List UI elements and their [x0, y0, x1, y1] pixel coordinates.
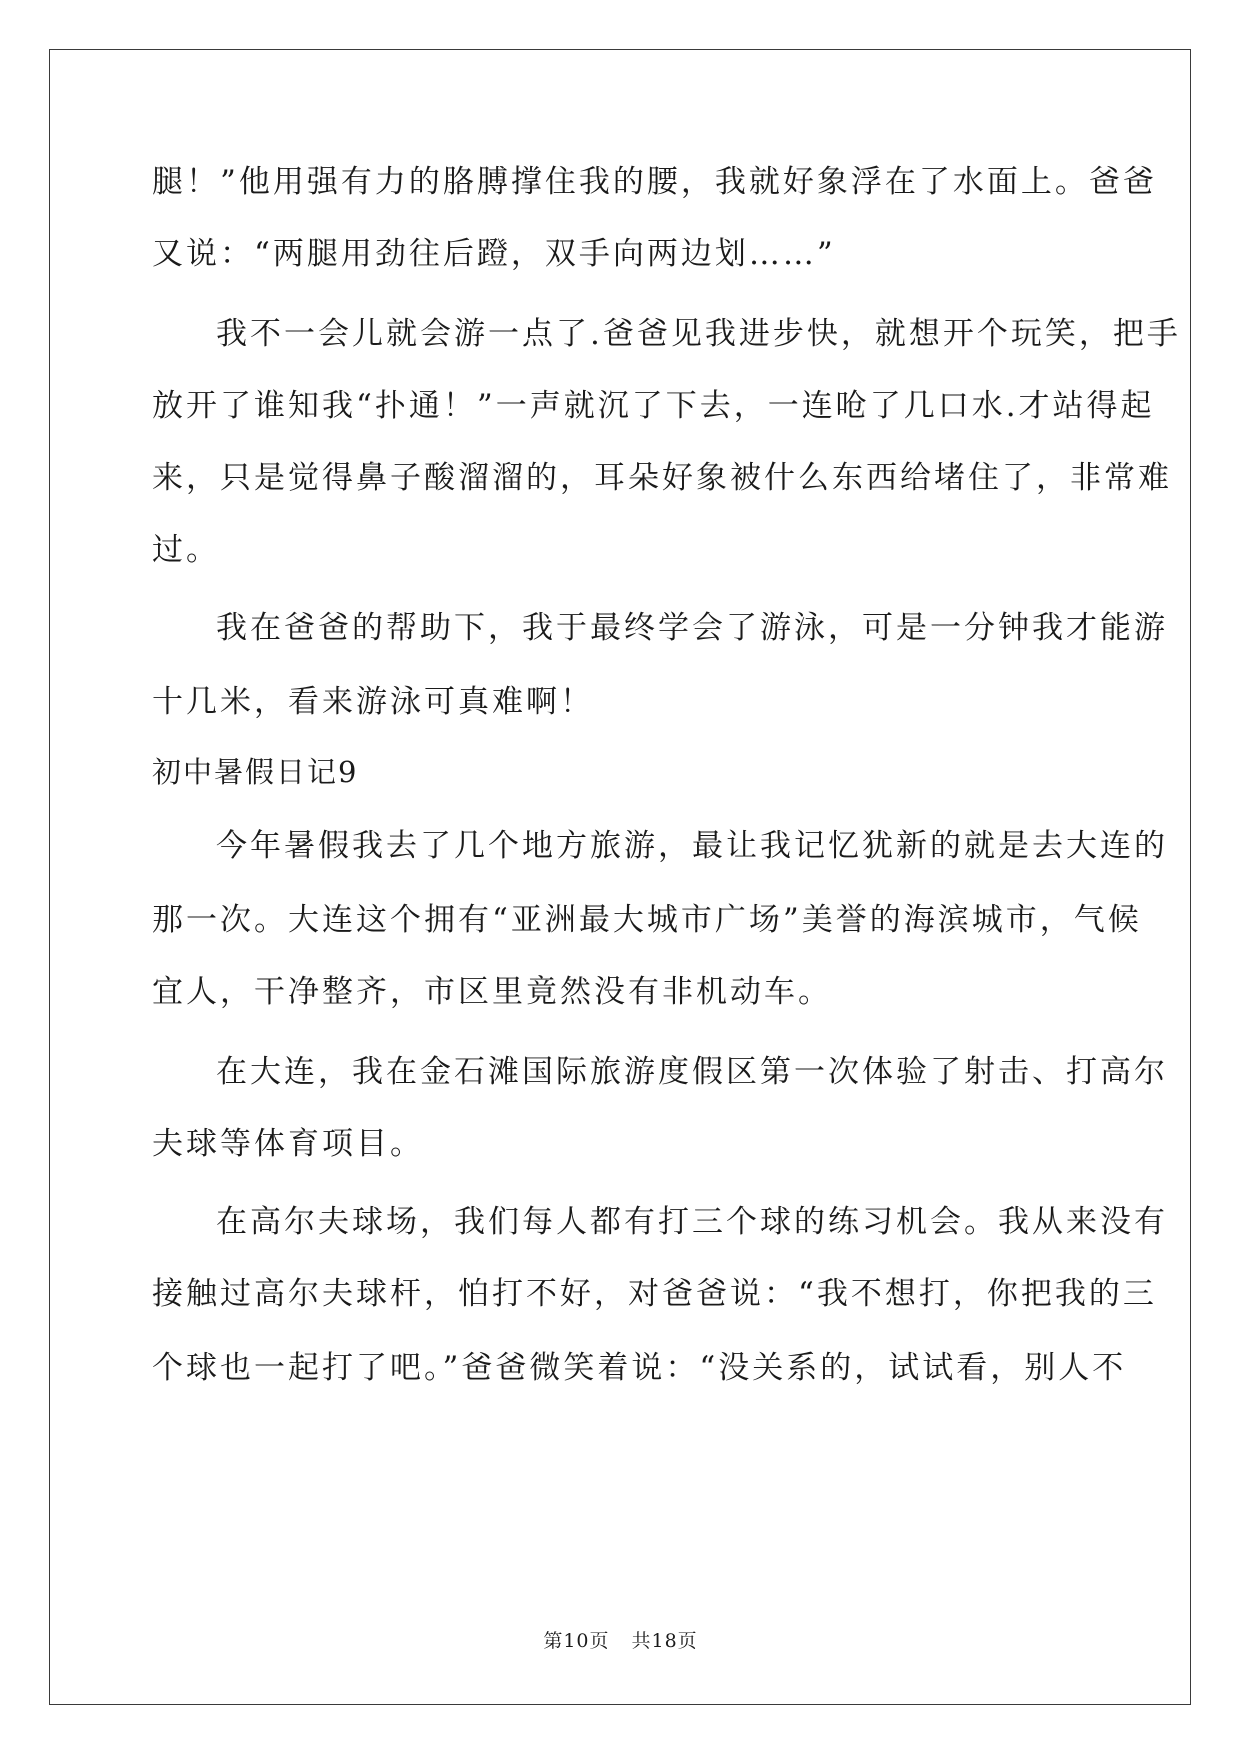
text-line: 十几米，看来游泳可真难啊！	[152, 684, 594, 720]
text-line: 接触过高尔夫球杆，怕打不好，对爸爸说：“我不想打，你把我的三	[152, 1276, 1157, 1312]
paragraph-first-line: 我在爸爸的帮助下，我于最终学会了游泳，可是一分钟我才能游	[216, 610, 1168, 646]
text-line: 又说：“两腿用劲往后蹬，双手向两边划……”	[152, 236, 836, 272]
text-line: 宜人，干净整齐，市区里竟然没有非机动车。	[152, 974, 832, 1010]
page-total: 共18页	[631, 1630, 698, 1652]
paragraph-first-line: 我不一会儿就会游一点了.爸爸见我进步快，就想开个玩笑，把手	[216, 316, 1181, 352]
page-number: 第10页	[543, 1630, 610, 1652]
section-heading: 初中暑假日记9	[152, 755, 359, 789]
page-footer	[0, 1626, 1241, 1653]
text-line: 放开了谁知我“扑通！”一声就沉了下去，一连呛了几口水.才站得起	[152, 388, 1155, 424]
paragraph-first-line: 在高尔夫球场，我们每人都有打三个球的练习机会。我从来没有	[216, 1204, 1168, 1240]
text-line: 那一次。大连这个拥有“亚洲最大城市广场”美誉的海滨城市，气候	[152, 902, 1142, 938]
text-line: 来，只是觉得鼻子酸溜溜的，耳朵好象被什么东西给堵住了，非常难	[152, 460, 1172, 496]
text-line: 个球也一起打了吧。”爸爸微笑着说：“没关系的，试试看，别人不	[152, 1350, 1127, 1386]
paragraph-first-line: 今年暑假我去了几个地方旅游，最让我记忆犹新的就是去大连的	[216, 828, 1168, 864]
text-line: 腿！”他用强有力的胳膊撑住我的腰，我就好象浮在了水面上。爸爸	[152, 164, 1157, 200]
page-border	[49, 49, 1191, 1705]
text-line: 夫球等体育项目。	[152, 1126, 424, 1162]
paragraph-first-line: 在大连，我在金石滩国际旅游度假区第一次体验了射击、打高尔	[216, 1054, 1168, 1090]
text-line: 过。	[152, 532, 220, 568]
